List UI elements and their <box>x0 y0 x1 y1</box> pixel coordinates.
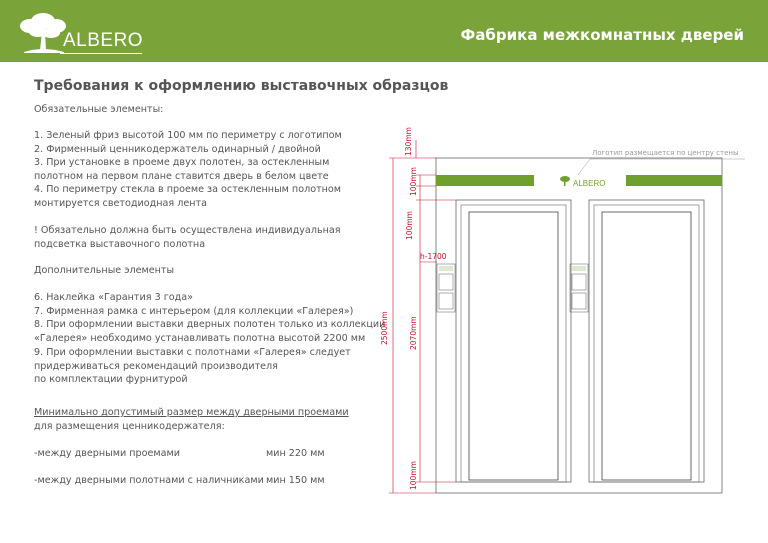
right-price-holder <box>570 264 588 312</box>
dim-2070: 2070mm <box>409 316 418 350</box>
required-heading: Обязательные элементы: <box>34 104 164 115</box>
required-note: подсветка выставочного полотна <box>34 238 206 250</box>
right-door-leaf <box>602 212 691 480</box>
dim-100-top: 100mm <box>409 167 418 196</box>
minimum-row-label: -между дверными полотнами с наличниками <box>34 475 264 486</box>
minimum-row-value: мин 220 мм <box>266 448 325 459</box>
minimum-row-label: -между дверными проемами <box>34 448 180 459</box>
extra-item: 9. При оформлении выставки с полотнами «Галерея» следует <box>34 347 351 358</box>
page-title: Требования к оформлению выставочных образцов <box>34 78 449 94</box>
required-item: монтируется светодиодная лента <box>34 197 207 209</box>
minimum-heading: Минимально допустимый размер между дверными проемами <box>34 407 349 418</box>
extra-heading: Дополнительные элементы <box>34 265 175 276</box>
wall-outline <box>436 158 722 493</box>
extra-item: придерживаться рекомендаций производителя <box>34 360 278 372</box>
extra-item: «Галерея» необходимо устанавливать полотна высотой 2200 мм <box>34 332 366 344</box>
dim-100-gap: 100mm <box>405 211 414 240</box>
required-note: ! Обязательно должна быть осуществлена индивидуальная <box>34 225 341 236</box>
extra-item: по комплектации фурнитурой <box>34 374 188 385</box>
extra-item: 6. Наклейка «Гарантия 3 года» <box>34 292 194 303</box>
logo-note: Логотип размещается по центру стены <box>592 149 739 157</box>
right-door-inner-frame <box>594 205 699 482</box>
left-door-frame <box>456 200 571 482</box>
frieze-logo-text: ALBERO <box>573 179 606 188</box>
left-price-holder <box>437 264 455 312</box>
required-item: 3. При установке в проеме двух полотен, за остекленным <box>34 157 330 168</box>
brand-name: ALBERO <box>63 30 144 51</box>
header-title: Фабрика межкомнатных дверей <box>460 26 744 44</box>
dim-100-bottom: 100mm <box>409 461 418 490</box>
extra-item: 8. При оформлении выставки дверных полотен только из коллекции <box>34 319 386 330</box>
dim-130: 130mm <box>404 127 413 156</box>
left-door-leaf <box>469 212 558 480</box>
dimension-lines <box>389 140 456 493</box>
minimum-row-value: мин 150 мм <box>266 475 325 486</box>
required-item: 2. Фирменный ценникодержатель одинарный / двойной <box>34 143 321 155</box>
logo-note-arrow <box>578 159 590 175</box>
required-item: 4. По периметру стекла в проеме за остекленным полотном <box>34 184 342 195</box>
right-door-frame <box>589 200 704 482</box>
minimum-heading-sub: для размещения ценникодержателя: <box>34 420 225 432</box>
dim-h1700: h-1700 <box>420 252 447 261</box>
dim-2500: 2500mm <box>380 311 389 345</box>
extra-item: 7. Фирменная рамка с интерьером (для коллекции «Галерея») <box>34 305 354 317</box>
required-item: полотном на первом плане ставится дверь в белом цвете <box>34 170 329 182</box>
required-item: 1. Зеленый фриз высотой 100 мм по периметру с логотипом <box>34 130 342 141</box>
left-door-inner-frame <box>461 205 566 482</box>
